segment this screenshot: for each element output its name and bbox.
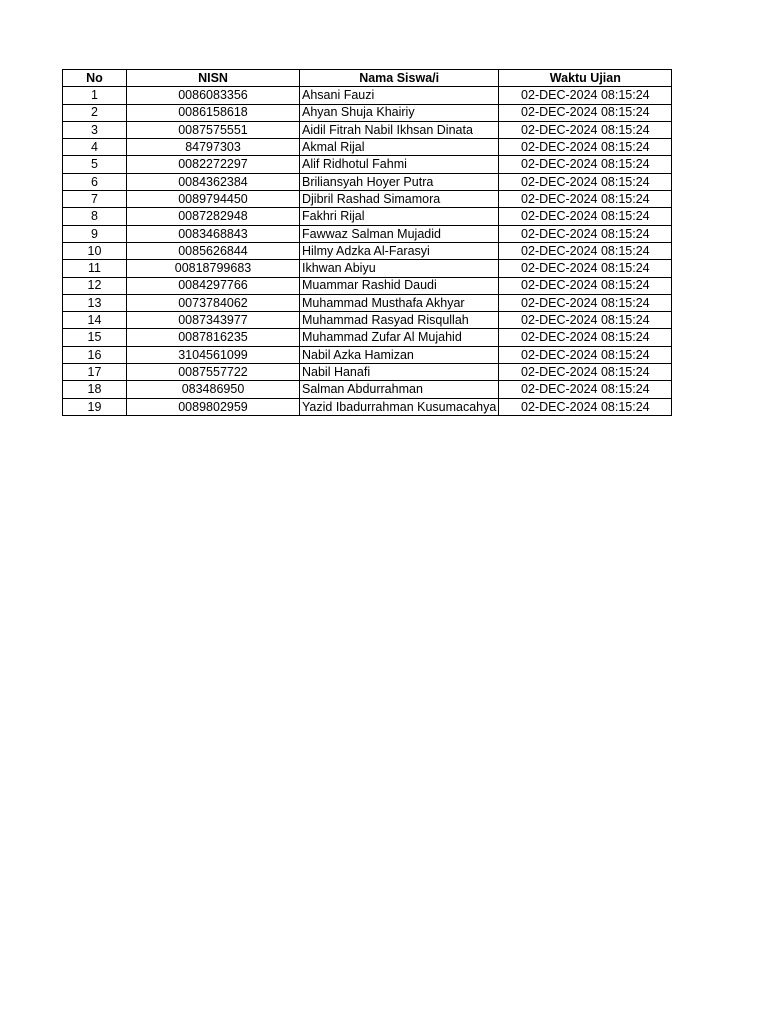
cell-nisn: 0086083356 [127, 87, 300, 104]
cell-no: 18 [63, 381, 127, 398]
cell-waktu: 02-DEC-2024 08:15:24 [499, 121, 672, 138]
table-header [63, 70, 672, 87]
cell-no: 12 [63, 277, 127, 294]
table-row [63, 104, 672, 121]
table-row [63, 173, 672, 190]
cell-nama: Ikhwan Abiyu [300, 260, 499, 277]
cell-nisn: 0084297766 [127, 277, 300, 294]
cell-nama: Nabil Azka Hamizan [300, 346, 499, 363]
table-row [63, 225, 672, 242]
cell-waktu: 02-DEC-2024 08:15:24 [499, 346, 672, 363]
cell-no: 10 [63, 242, 127, 259]
table-row [63, 191, 672, 208]
table-row [63, 294, 672, 311]
cell-no: 13 [63, 294, 127, 311]
cell-no: 6 [63, 173, 127, 190]
cell-nisn: 0087343977 [127, 312, 300, 329]
cell-no: 15 [63, 329, 127, 346]
cell-nisn: 0082272297 [127, 156, 300, 173]
cell-no: 9 [63, 225, 127, 242]
table-row [63, 242, 672, 259]
cell-waktu: 02-DEC-2024 08:15:24 [499, 329, 672, 346]
table-row [63, 381, 672, 398]
cell-nisn: 083486950 [127, 381, 300, 398]
table-body [63, 87, 672, 416]
cell-no: 14 [63, 312, 127, 329]
table-row [63, 208, 672, 225]
cell-no: 3 [63, 121, 127, 138]
cell-nisn: 0089802959 [127, 398, 300, 415]
cell-nisn: 0087816235 [127, 329, 300, 346]
cell-nama: Nabil Hanafi [300, 364, 499, 381]
cell-no: 16 [63, 346, 127, 363]
cell-nama: Briliansyah Hoyer Putra [300, 173, 499, 190]
cell-waktu: 02-DEC-2024 08:15:24 [499, 364, 672, 381]
table-row [63, 277, 672, 294]
cell-nama: Salman Abdurrahman [300, 381, 499, 398]
cell-nama: Alif Ridhotul Fahmi [300, 156, 499, 173]
header-waktu: Waktu Ujian [499, 70, 672, 87]
cell-waktu: 02-DEC-2024 08:15:24 [499, 242, 672, 259]
cell-no: 11 [63, 260, 127, 277]
cell-no: 2 [63, 104, 127, 121]
cell-nisn: 0087282948 [127, 208, 300, 225]
table-row [63, 346, 672, 363]
cell-nisn: 0087557722 [127, 364, 300, 381]
cell-waktu: 02-DEC-2024 08:15:24 [499, 225, 672, 242]
header-no: No [63, 70, 127, 87]
cell-nisn: 0087575551 [127, 121, 300, 138]
table-row [63, 398, 672, 415]
cell-nama: Aidil Fitrah Nabil Ikhsan Dinata [300, 121, 499, 138]
cell-nama: Djibril Rashad Simamora [300, 191, 499, 208]
student-exam-table [62, 69, 672, 416]
cell-no: 4 [63, 139, 127, 156]
header-row [63, 70, 672, 87]
cell-nisn: 0084362384 [127, 173, 300, 190]
cell-nama: Ahsani Fauzi [300, 87, 499, 104]
cell-nama: Muhammad Musthafa Akhyar [300, 294, 499, 311]
cell-waktu: 02-DEC-2024 08:15:24 [499, 260, 672, 277]
cell-waktu: 02-DEC-2024 08:15:24 [499, 208, 672, 225]
cell-waktu: 02-DEC-2024 08:15:24 [499, 312, 672, 329]
table-row [63, 121, 672, 138]
table-row [63, 364, 672, 381]
cell-nisn: 0085626844 [127, 242, 300, 259]
cell-waktu: 02-DEC-2024 08:15:24 [499, 156, 672, 173]
cell-no: 17 [63, 364, 127, 381]
cell-nisn: 84797303 [127, 139, 300, 156]
cell-nama: Muhammad Rasyad Risqullah [300, 312, 499, 329]
cell-no: 5 [63, 156, 127, 173]
table-row [63, 87, 672, 104]
cell-waktu: 02-DEC-2024 08:15:24 [499, 294, 672, 311]
cell-nama: Akmal Rijal [300, 139, 499, 156]
cell-waktu: 02-DEC-2024 08:15:24 [499, 191, 672, 208]
cell-waktu: 02-DEC-2024 08:15:24 [499, 104, 672, 121]
cell-waktu: 02-DEC-2024 08:15:24 [499, 87, 672, 104]
cell-no: 19 [63, 398, 127, 415]
cell-nisn: 0083468843 [127, 225, 300, 242]
table-row [63, 260, 672, 277]
header-nisn: NISN [127, 70, 300, 87]
cell-nama: Muammar Rashid Daudi [300, 277, 499, 294]
cell-nisn: 00818799683 [127, 260, 300, 277]
table-row [63, 139, 672, 156]
cell-waktu: 02-DEC-2024 08:15:24 [499, 381, 672, 398]
cell-no: 8 [63, 208, 127, 225]
cell-nama: Fakhri Rijal [300, 208, 499, 225]
cell-nama: Fawwaz Salman Mujadid [300, 225, 499, 242]
cell-no: 7 [63, 191, 127, 208]
cell-nama: Hilmy Adzka Al-Farasyi [300, 242, 499, 259]
cell-nisn: 3104561099 [127, 346, 300, 363]
cell-nisn: 0073784062 [127, 294, 300, 311]
cell-nama: Ahyan Shuja Khairiy [300, 104, 499, 121]
cell-waktu: 02-DEC-2024 08:15:24 [499, 398, 672, 415]
cell-waktu: 02-DEC-2024 08:15:24 [499, 139, 672, 156]
cell-nisn: 0089794450 [127, 191, 300, 208]
cell-no: 1 [63, 87, 127, 104]
header-nama: Nama Siswa/i [300, 70, 499, 87]
cell-waktu: 02-DEC-2024 08:15:24 [499, 173, 672, 190]
cell-nama: Yazid Ibadurrahman Kusumacahya [300, 398, 499, 415]
cell-waktu: 02-DEC-2024 08:15:24 [499, 277, 672, 294]
cell-nisn: 0086158618 [127, 104, 300, 121]
table-row [63, 312, 672, 329]
cell-nama: Muhammad Zufar Al Mujahid [300, 329, 499, 346]
table-row [63, 329, 672, 346]
table-row [63, 156, 672, 173]
